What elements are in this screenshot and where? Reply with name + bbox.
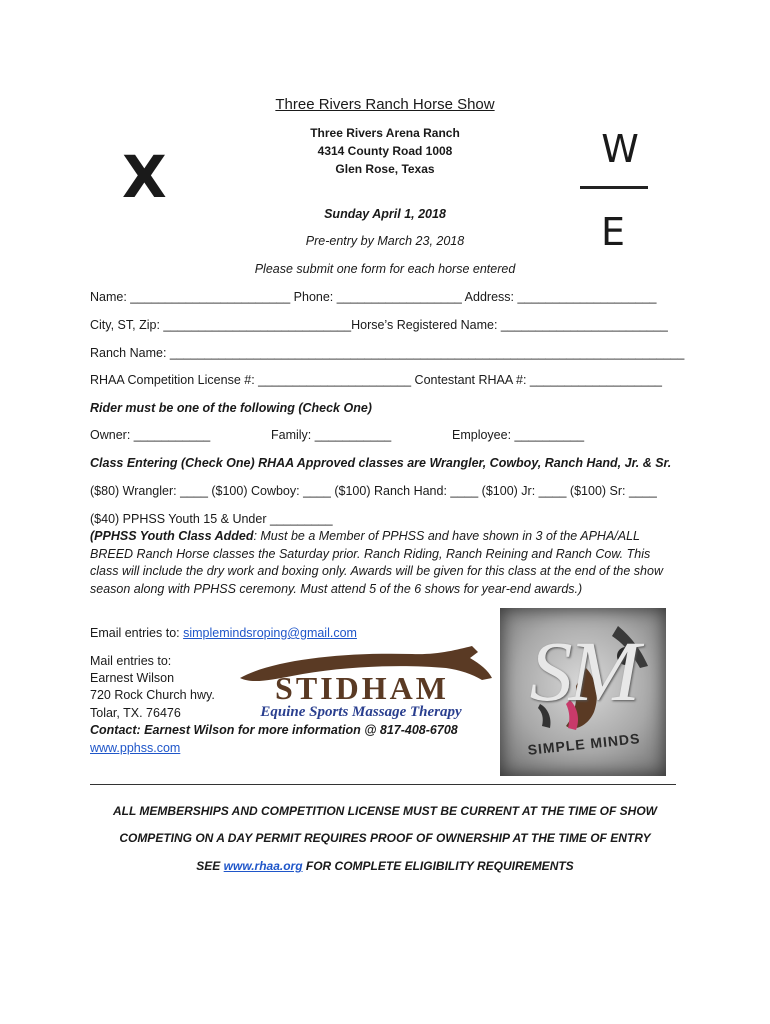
venue-street: 4314 County Road 1008 xyxy=(317,144,453,158)
rider-owner-option[interactable]: Owner: ___________ xyxy=(90,428,211,442)
class-options-row[interactable]: ($80) Wrangler: ____ ($100) Cowboy: ____ ($100) Ranch Hand: ____ ($100) Jr: ____ ($100) Sr: ____ xyxy=(90,484,657,498)
footer-eligibility: FOR COMPLETE ELIGIBILITY REQUIREMENTS xyxy=(302,859,574,873)
contact-line: Contact: Earnest Wilson for more information @ 817-408-6708 xyxy=(90,723,458,737)
stidham-tagline: Equine Sports Massage Therapy xyxy=(260,704,462,720)
rider-heading: Rider must be one of the following (Check One) xyxy=(90,401,372,415)
page-title: Three Rivers Ranch Horse Show xyxy=(275,96,495,113)
email-label: Email entries to: xyxy=(90,626,184,640)
mail-street: 720 Rock Church hwy. xyxy=(90,688,215,702)
email-link[interactable]: simplemindsroping@gmail.com xyxy=(183,626,357,640)
venue-city: Glen Rose, Texas xyxy=(335,162,435,176)
footer-line-2: COMPETING ON A DAY PERMIT REQUIRES PROOF OF OWNERSHIP AT THE TIME OF ENTRY xyxy=(119,831,651,845)
youth-class-added-text: : Must be a Member of PPHSS and have shown in 3 of the APHA/ALL BREED Ranch Horse classes the Saturday prior. Ranch Riding, Ranch Reining and Ranch Cow. This class will include the dry work and boxing only. Awards will be given for this class at the end of the show season along with PPHSS ceremony. Must attend 5 of the 6 shows for year-end awards.) xyxy=(90,529,663,596)
footer-line-1: ALL MEMBERSHIPS AND COMPETITION LICENSE MUST BE CURRENT AT THE TIME OF SHOW xyxy=(112,804,657,818)
venue-name: Three Rivers Arena Ranch xyxy=(310,126,460,140)
simple-minds-logo xyxy=(500,608,666,776)
submit-note: Please submit one form for each horse entered xyxy=(254,262,516,276)
email-entries xyxy=(90,626,357,640)
brand-x-mark: X xyxy=(122,143,167,211)
name-phone-address-field[interactable]: Name: _______________________ Phone: __________________ Address: ____________________ xyxy=(90,290,657,304)
brand-w-mark: W xyxy=(601,127,639,171)
rhaa-link[interactable]: www.rhaa.org xyxy=(223,859,303,873)
mail-label: Mail entries to: xyxy=(90,654,172,668)
mail-name: Earnest Wilson xyxy=(90,671,175,685)
simple-minds-initials: SM xyxy=(529,623,637,719)
stidham-name: STIDHAM xyxy=(275,670,449,706)
footer-divider xyxy=(90,784,676,785)
preentry-deadline: Pre-entry by March 23, 2018 xyxy=(305,234,465,248)
mail-city: Tolar, TX. 76476 xyxy=(90,706,181,720)
youth-class-added-label: (PPHSS Youth Class Added xyxy=(90,529,254,543)
youth-class-option[interactable]: ($40) PPHSS Youth 15 & Under _________ xyxy=(90,512,333,526)
website-link[interactable]: www.pphss.com xyxy=(90,741,181,755)
footer-line-3 xyxy=(0,859,770,873)
class-heading: Class Entering (Check One) RHAA Approved classes are Wrangler, Cowboy, Ranch Hand, Jr. & Sr. xyxy=(90,456,672,470)
rider-employee-option[interactable]: Employee: __________ xyxy=(452,428,585,442)
city-horse-name-field[interactable]: City, ST, Zip: ___________________________Horse’s Registered Name: ________________________ xyxy=(90,318,668,332)
brand-bar xyxy=(580,186,648,189)
rider-family-option[interactable]: Family: ___________ xyxy=(271,428,392,442)
stidham-logo xyxy=(232,646,494,726)
footer-see: SEE xyxy=(196,859,224,873)
simple-minds-text: SIMPLE MINDS xyxy=(526,730,642,758)
license-field[interactable]: RHAA Competition License #: ______________________ Contestant RHAA #: ___________________ xyxy=(90,373,662,387)
ranch-name-field[interactable]: Ranch Name: __________________________________________________________________________ xyxy=(90,346,685,360)
youth-class-description xyxy=(90,528,680,598)
show-date: Sunday April 1, 2018 xyxy=(324,207,446,221)
brand-e-mark: E xyxy=(600,210,625,254)
